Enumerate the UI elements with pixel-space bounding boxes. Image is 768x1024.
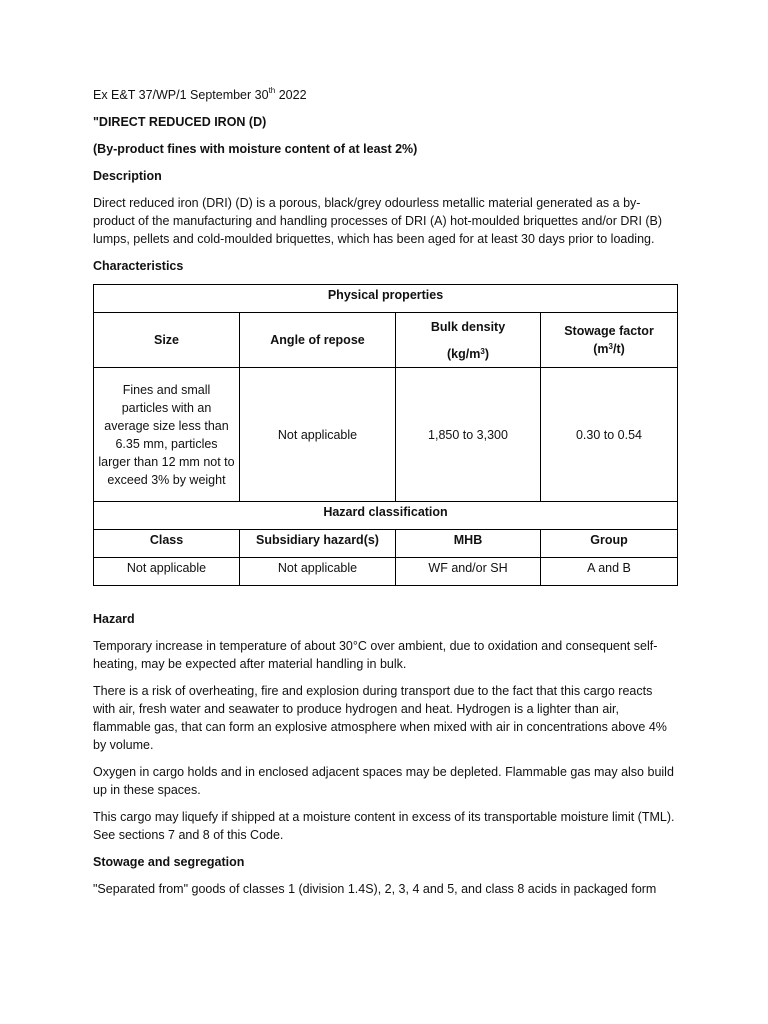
bulk-density-unit-b: ) xyxy=(484,346,489,361)
size-value: Fines and small particles with an average size less than 6.35 mm, particles larger than 12 mm not to exceed 3% by weight xyxy=(94,368,240,502)
hazard-paragraph-1: Temporary increase in temperature of about 30°C over ambient, due to oxidation and consequent self-heating, may be expected after material handling in bulk. xyxy=(93,639,658,671)
group-value: A and B xyxy=(541,558,678,586)
reference-ordinal: th xyxy=(268,85,276,95)
mhb-value: WF and/or SH xyxy=(396,558,541,586)
angle-header: Angle of repose xyxy=(240,313,396,368)
hazard-header-row xyxy=(94,530,678,558)
stowage-unit-a: (m xyxy=(593,342,609,356)
stowage-unit-sup: 3 xyxy=(608,342,613,351)
document-content xyxy=(93,86,677,907)
group-header: Group xyxy=(541,530,678,558)
class-header: Class xyxy=(94,530,240,558)
hazard-classification-title-row xyxy=(94,502,678,530)
document-reference xyxy=(93,86,677,104)
stowage-factor-value: 0.30 to 0.54 xyxy=(541,368,678,502)
reference-prefix: Ex E&T 37/WP/1 September 30 xyxy=(93,88,269,102)
reference-year: 2022 xyxy=(275,88,307,102)
hazard-paragraph-2: There is a risk of overheating, fire and explosion during transport due to the fact that this cargo reacts with air, fresh water and seawater to produce hydrogen and heat. Hydrogen is a lighter than air, flammable gas, that can form an explosive atmosphere when mixed with air in concentrations above 4% by volume. xyxy=(93,684,667,752)
size-header: Size xyxy=(94,313,240,368)
hazard-paragraph-3: Oxygen in cargo holds and in enclosed adjacent spaces may be depleted. Flammable gas may also build up in these spaces. xyxy=(93,765,674,797)
bulk-density-label: Bulk density xyxy=(430,319,506,334)
bulk-density-value: 1,850 to 3,300 xyxy=(396,368,541,502)
table-spacer xyxy=(93,586,677,610)
document-subtitle: (By-product fines with moisture content of at least 2%) xyxy=(93,142,418,156)
physical-properties-title-row xyxy=(94,285,678,313)
physical-properties-title: Physical properties xyxy=(94,285,678,313)
description-heading: Description xyxy=(93,169,162,183)
stowage-factor-unit xyxy=(545,340,673,358)
subsidiary-hazard-header: Subsidiary hazard(s) xyxy=(240,530,396,558)
angle-value: Not applicable xyxy=(240,368,396,502)
stowage-heading: Stowage and segregation xyxy=(93,855,245,869)
stowage-factor-header xyxy=(541,313,678,368)
class-value: Not applicable xyxy=(94,558,240,586)
mhb-header: MHB xyxy=(396,530,541,558)
stowage-text: "Separated from" goods of classes 1 (division 1.4S), 2, 3, 4 and 5, and class 8 acids in packaged form xyxy=(93,882,657,896)
description-text: Direct reduced iron (DRI) (D) is a porous, black/grey odourless metallic material generated as a by-product of the manufacturing and handling processes of DRI (A) hot-moulded briquettes and/or DRI (B) lumps, pellets and cold-moulded briquettes, which has been aged for at least 30 days prior to loading. xyxy=(93,196,663,246)
bulk-density-unit-sup: 3 xyxy=(480,346,485,356)
properties-table xyxy=(93,284,678,586)
hazard-heading: Hazard xyxy=(93,612,135,626)
stowage-unit-b: /t) xyxy=(612,342,625,356)
subsidiary-hazard-value: Not applicable xyxy=(240,558,396,586)
physical-header-row xyxy=(94,313,678,368)
bulk-density-header xyxy=(396,313,541,368)
hazard-data-row xyxy=(94,558,678,586)
hazard-paragraph-4: This cargo may liquefy if shipped at a moisture content in excess of its transportable moisture limit (TML). See sections 7 and 8 of this Code. xyxy=(93,810,675,842)
hazard-classification-title: Hazard classification xyxy=(94,502,678,530)
physical-data-row xyxy=(94,368,678,502)
bulk-density-unit-a: (kg/m xyxy=(447,346,481,361)
document-title: "DIRECT REDUCED IRON (D) xyxy=(93,115,267,129)
stowage-factor-label: Stowage factor xyxy=(564,324,654,338)
bulk-density-unit xyxy=(400,345,536,363)
characteristics-heading: Characteristics xyxy=(93,259,184,273)
